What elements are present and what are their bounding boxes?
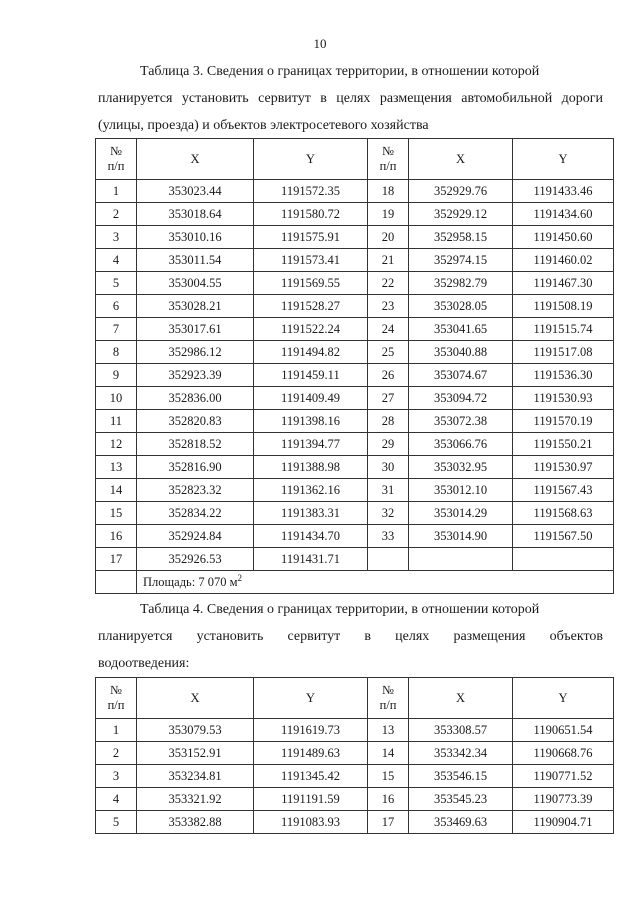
- point-number-cell: 27: [368, 387, 409, 410]
- y-coordinate-cell: 1191517.08: [513, 341, 614, 364]
- y-coordinate-cell: 1191460.02: [513, 249, 614, 272]
- table-row: [96, 272, 614, 295]
- point-number-cell: 26: [368, 364, 409, 387]
- x-coordinate-cell: [409, 548, 513, 571]
- x-coordinate-cell: 352974.15: [409, 249, 513, 272]
- y-coordinate-cell: 1191434.60: [513, 203, 614, 226]
- table-header-row: [96, 139, 614, 180]
- header-num-abbrev: п/п: [107, 159, 125, 173]
- point-number-cell: 10: [96, 387, 137, 410]
- table-row: [96, 788, 614, 811]
- table-row: [96, 811, 614, 834]
- y-coordinate-cell: 1191191.59: [254, 788, 368, 811]
- y-coordinate-cell: 1191550.21: [513, 433, 614, 456]
- y-coordinate-cell: 1191575.91: [254, 226, 368, 249]
- table4-body: [96, 719, 614, 834]
- header-point-number: [368, 678, 409, 719]
- point-number-cell: 2: [96, 203, 137, 226]
- x-coordinate-cell: 352924.84: [137, 525, 254, 548]
- header-num-symbol: №: [382, 683, 394, 697]
- header-x: X: [409, 678, 513, 719]
- point-number-cell: 21: [368, 249, 409, 272]
- x-coordinate-cell: 353382.88: [137, 811, 254, 834]
- y-coordinate-cell: 1191522.24: [254, 318, 368, 341]
- point-number-cell: 25: [368, 341, 409, 364]
- header-y: Y: [513, 678, 614, 719]
- point-number-cell: 18: [368, 180, 409, 203]
- x-coordinate-cell: 353028.21: [137, 295, 254, 318]
- y-coordinate-cell: 1191494.82: [254, 341, 368, 364]
- table-row: [96, 226, 614, 249]
- point-number-cell: 12: [96, 433, 137, 456]
- table-row: [96, 719, 614, 742]
- y-coordinate-cell: 1190773.39: [513, 788, 614, 811]
- x-coordinate-cell: 353094.72: [409, 387, 513, 410]
- x-coordinate-cell: 352958.15: [409, 226, 513, 249]
- x-coordinate-cell: 352823.32: [137, 479, 254, 502]
- x-coordinate-cell: 352929.76: [409, 180, 513, 203]
- y-coordinate-cell: 1191567.43: [513, 479, 614, 502]
- x-coordinate-cell: 353023.44: [137, 180, 254, 203]
- y-coordinate-cell: 1191433.46: [513, 180, 614, 203]
- y-coordinate-cell: 1191570.19: [513, 410, 614, 433]
- header-num-abbrev: п/п: [107, 698, 125, 712]
- x-coordinate-cell: 353545.23: [409, 788, 513, 811]
- table4-caption-line: Таблица 4. Сведения о границах территории, в отношении которой: [140, 602, 540, 617]
- table-row: [96, 295, 614, 318]
- header-point-number: [96, 139, 137, 180]
- y-coordinate-cell: 1191362.16: [254, 479, 368, 502]
- y-coordinate-cell: 1191431.71: [254, 548, 368, 571]
- header-point-number: [96, 678, 137, 719]
- y-coordinate-cell: 1190771.52: [513, 765, 614, 788]
- y-coordinate-cell: 1191515.74: [513, 318, 614, 341]
- point-number-cell: 14: [96, 479, 137, 502]
- point-number-cell: 1: [96, 719, 137, 742]
- y-coordinate-cell: 1190904.71: [513, 811, 614, 834]
- table-row: [96, 525, 614, 548]
- point-number-cell: 29: [368, 433, 409, 456]
- point-number-cell: 17: [368, 811, 409, 834]
- header-num-abbrev: п/п: [379, 698, 397, 712]
- table-row: [96, 548, 614, 571]
- table4-caption-line: водоотведения:: [98, 656, 190, 671]
- table-row: [96, 742, 614, 765]
- point-number-cell: 16: [368, 788, 409, 811]
- y-coordinate-cell: 1191467.30: [513, 272, 614, 295]
- x-coordinate-cell: 353469.63: [409, 811, 513, 834]
- y-coordinate-cell: 1191398.16: [254, 410, 368, 433]
- x-coordinate-cell: 353018.64: [137, 203, 254, 226]
- point-number-cell: 33: [368, 525, 409, 548]
- x-coordinate-cell: 353004.55: [137, 272, 254, 295]
- y-coordinate-cell: 1191459.11: [254, 364, 368, 387]
- point-number-cell: 20: [368, 226, 409, 249]
- point-number-cell: 19: [368, 203, 409, 226]
- header-num-symbol: №: [110, 683, 122, 697]
- table3-caption-line: Таблица 3. Сведения о границах территории, в отношении которой: [140, 64, 540, 79]
- point-number-cell: 3: [96, 226, 137, 249]
- y-coordinate-cell: 1191580.72: [254, 203, 368, 226]
- x-coordinate-cell: 352929.12: [409, 203, 513, 226]
- y-coordinate-cell: 1191388.98: [254, 456, 368, 479]
- point-number-cell: 13: [96, 456, 137, 479]
- y-coordinate-cell: 1191489.63: [254, 742, 368, 765]
- x-coordinate-cell: 352986.12: [137, 341, 254, 364]
- y-coordinate-cell: 1191569.55: [254, 272, 368, 295]
- header-x: X: [137, 139, 254, 180]
- header-y: Y: [254, 139, 368, 180]
- y-coordinate-cell: [513, 548, 614, 571]
- y-coordinate-cell: 1190668.76: [513, 742, 614, 765]
- header-x: X: [137, 678, 254, 719]
- y-coordinate-cell: 1191409.49: [254, 387, 368, 410]
- y-coordinate-cell: 1191434.70: [254, 525, 368, 548]
- table-row: [96, 318, 614, 341]
- point-number-cell: 4: [96, 249, 137, 272]
- x-coordinate-cell: 353032.95: [409, 456, 513, 479]
- x-coordinate-cell: 353074.67: [409, 364, 513, 387]
- x-coordinate-cell: 352816.90: [137, 456, 254, 479]
- point-number-cell: 30: [368, 456, 409, 479]
- table-header-row: [96, 678, 614, 719]
- area-cell: [137, 571, 614, 594]
- x-coordinate-cell: 353308.57: [409, 719, 513, 742]
- x-coordinate-cell: 352834.22: [137, 502, 254, 525]
- point-number-cell: 5: [96, 272, 137, 295]
- area-label: Площадь: 7 070 м: [143, 575, 238, 590]
- y-coordinate-cell: 1191567.50: [513, 525, 614, 548]
- x-coordinate-cell: 353234.81: [137, 765, 254, 788]
- y-coordinate-cell: 1191508.19: [513, 295, 614, 318]
- x-coordinate-cell: 353152.91: [137, 742, 254, 765]
- point-number-cell: 5: [96, 811, 137, 834]
- point-number-cell: 22: [368, 272, 409, 295]
- point-number-cell: 11: [96, 410, 137, 433]
- point-number-cell: 15: [368, 765, 409, 788]
- area-unit-superscript: 2: [237, 573, 243, 584]
- point-number-cell: 8: [96, 341, 137, 364]
- y-coordinate-cell: 1191572.35: [254, 180, 368, 203]
- table3-body: [96, 180, 614, 571]
- area-spacer-cell: [96, 571, 137, 594]
- header-y: Y: [254, 678, 368, 719]
- point-number-cell: 7: [96, 318, 137, 341]
- point-number-cell: 28: [368, 410, 409, 433]
- x-coordinate-cell: 352820.83: [137, 410, 254, 433]
- table-row: [96, 387, 614, 410]
- table-row: [96, 502, 614, 525]
- x-coordinate-cell: 353011.54: [137, 249, 254, 272]
- table-row: [96, 249, 614, 272]
- table3-caption-line: (улицы, проезда) и объектов электросетевого хозяйства: [98, 118, 429, 133]
- header-point-number: [368, 139, 409, 180]
- y-coordinate-cell: 1191530.93: [513, 387, 614, 410]
- point-number-cell: 31: [368, 479, 409, 502]
- y-coordinate-cell: 1191530.97: [513, 456, 614, 479]
- table3-coordinates: [95, 138, 614, 594]
- point-number-cell: [368, 548, 409, 571]
- point-number-cell: 3: [96, 765, 137, 788]
- table-row: [96, 765, 614, 788]
- y-coordinate-cell: 1191450.60: [513, 226, 614, 249]
- table4-coordinates: [95, 677, 614, 834]
- y-coordinate-cell: 1190651.54: [513, 719, 614, 742]
- point-number-cell: 16: [96, 525, 137, 548]
- x-coordinate-cell: 353028.05: [409, 295, 513, 318]
- x-coordinate-cell: 352923.39: [137, 364, 254, 387]
- header-y: Y: [513, 139, 614, 180]
- table-row: [96, 410, 614, 433]
- table-row: [96, 433, 614, 456]
- x-coordinate-cell: 353321.92: [137, 788, 254, 811]
- table-row: [96, 456, 614, 479]
- x-coordinate-cell: 352818.52: [137, 433, 254, 456]
- y-coordinate-cell: 1191383.31: [254, 502, 368, 525]
- x-coordinate-cell: 352836.00: [137, 387, 254, 410]
- point-number-cell: 1: [96, 180, 137, 203]
- x-coordinate-cell: 353012.10: [409, 479, 513, 502]
- area-row: [96, 571, 614, 594]
- y-coordinate-cell: 1191619.73: [254, 719, 368, 742]
- table-row: [96, 479, 614, 502]
- point-number-cell: 23: [368, 295, 409, 318]
- table3-caption-line: планируется установить сервитут в целях размещения автомобильной дороги: [98, 91, 603, 106]
- point-number-cell: 9: [96, 364, 137, 387]
- y-coordinate-cell: 1191083.93: [254, 811, 368, 834]
- point-number-cell: 4: [96, 788, 137, 811]
- x-coordinate-cell: 353014.90: [409, 525, 513, 548]
- table-row: [96, 180, 614, 203]
- y-coordinate-cell: 1191573.41: [254, 249, 368, 272]
- x-coordinate-cell: 353017.61: [137, 318, 254, 341]
- x-coordinate-cell: 353040.88: [409, 341, 513, 364]
- y-coordinate-cell: 1191536.30: [513, 364, 614, 387]
- header-num-symbol: №: [110, 144, 122, 158]
- y-coordinate-cell: 1191528.27: [254, 295, 368, 318]
- table4-caption-line: планируется установить сервитут в целях размещения объектов: [98, 629, 603, 644]
- point-number-cell: 2: [96, 742, 137, 765]
- table3-caption: [98, 58, 603, 139]
- y-coordinate-cell: 1191568.63: [513, 502, 614, 525]
- page-number: 10: [313, 36, 327, 51]
- table-row: [96, 364, 614, 387]
- y-coordinate-cell: 1191394.77: [254, 433, 368, 456]
- table4-caption: [98, 596, 603, 677]
- x-coordinate-cell: 353041.65: [409, 318, 513, 341]
- header-x: X: [409, 139, 513, 180]
- point-number-cell: 6: [96, 295, 137, 318]
- point-number-cell: 17: [96, 548, 137, 571]
- x-coordinate-cell: 353014.29: [409, 502, 513, 525]
- x-coordinate-cell: 353342.34: [409, 742, 513, 765]
- point-number-cell: 14: [368, 742, 409, 765]
- x-coordinate-cell: 353546.15: [409, 765, 513, 788]
- point-number-cell: 32: [368, 502, 409, 525]
- point-number-cell: 24: [368, 318, 409, 341]
- x-coordinate-cell: 353010.16: [137, 226, 254, 249]
- x-coordinate-cell: 353079.53: [137, 719, 254, 742]
- point-number-cell: 15: [96, 502, 137, 525]
- x-coordinate-cell: 353072.38: [409, 410, 513, 433]
- header-num-symbol: №: [382, 144, 394, 158]
- table-row: [96, 203, 614, 226]
- x-coordinate-cell: 352982.79: [409, 272, 513, 295]
- point-number-cell: 13: [368, 719, 409, 742]
- y-coordinate-cell: 1191345.42: [254, 765, 368, 788]
- x-coordinate-cell: 352926.53: [137, 548, 254, 571]
- header-num-abbrev: п/п: [379, 159, 397, 173]
- table-row: [96, 341, 614, 364]
- x-coordinate-cell: 353066.76: [409, 433, 513, 456]
